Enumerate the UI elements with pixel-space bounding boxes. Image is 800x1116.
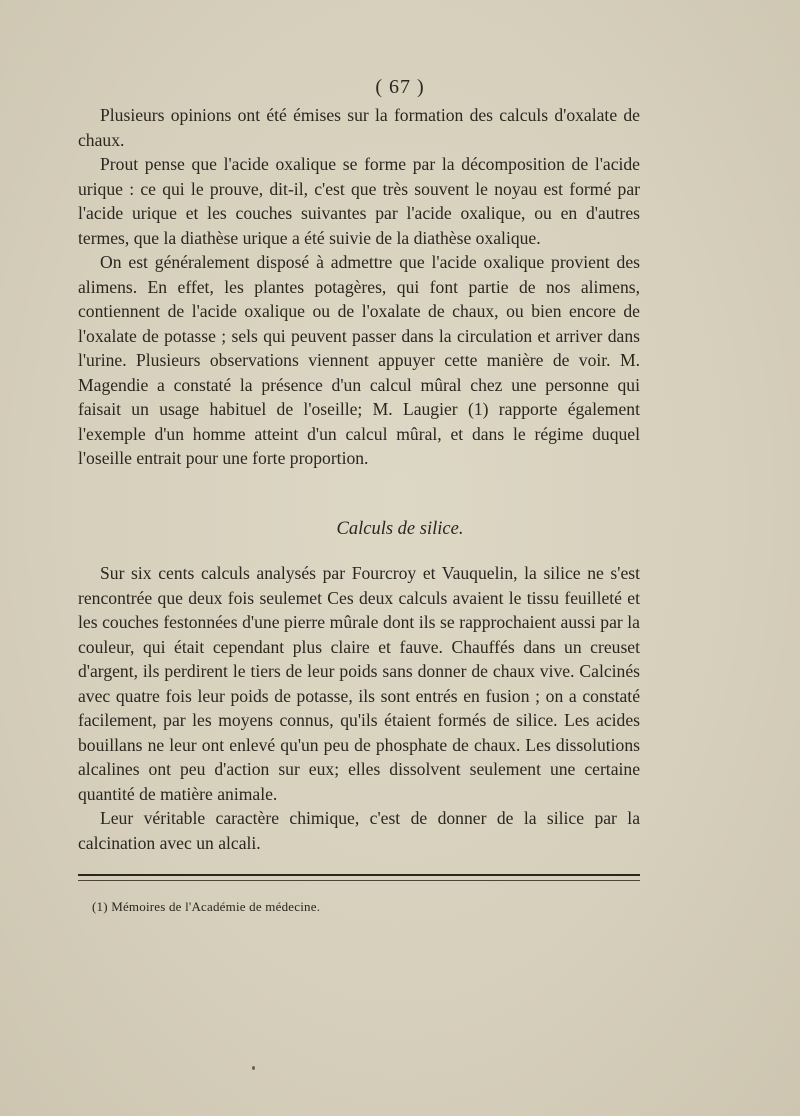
footnote-divider-thin xyxy=(78,880,640,881)
footnote-divider xyxy=(78,874,640,876)
paper-speck xyxy=(252,1066,255,1070)
paragraph: On est généralement disposé à admettre que l'acide oxalique provient des alimens. En effet, les plantes potagères, qui font partie de nos alimens, contiennent de l'acide oxalique ou de l'oxalate de chaux, ou bien encore de l'oxalate de potasse ; sels qui peuvent passer dans la circulation et arriver dans l'urine. Plusieurs observations viennent appuyer cette manière de voir. M. Magendie a constaté la présence d'un calcul mûral chez une personne qui faisait un usage habituel de l'oseille; M. Laugier (1) rapporte également l'exemple d'un homme atteint d'un calcul mûral, et dans le régime duquel l'oseille entrait pour une forte proportion. xyxy=(78,252,640,468)
footnote: (1) Mémoires de l'Académie de médecine. xyxy=(92,899,321,914)
paragraph: Leur véritable caractère chimique, c'est de donner de la silice par la calcination avec un alcali. xyxy=(78,808,640,853)
paragraph: Plusieurs opinions ont été émises sur la formation des calculs d'oxalate de chaux. xyxy=(78,105,640,150)
section-oxalate-text xyxy=(78,103,640,471)
paragraph: Sur six cents calculs analysés par Fourcroy et Vauquelin, la silice ne s'est rencontrée que deux fois seulemet Ces deux calculs avaient le tissu feuilleté et les couches festonnées d'une pierre mûrale dont ils se rapprochaient aussi par la couleur, qui était cependant plus claire et fauve. Chauffés dans un creuset d'argent, ils perdirent le tiers de leur poids sans donner de chaux vive. Calcinés avec quatre fois leur poids de potasse, ils sont entrés en fusion ; on a constaté facilement, par les moyens connus, qu'ils étaient formés de silice. Les acides bouillans ne leur ont enlevé qu'un peu de phosphate de chaux. Les dissolutions alcalines ont peu d'action sur eux; elles dissolvent seulement une certaine quantité de matière animale. xyxy=(78,563,640,804)
page-number: ( 67 ) xyxy=(375,76,425,98)
section-heading: Calculs de silice. xyxy=(336,519,464,539)
section-silice-text xyxy=(78,561,640,855)
paragraph: Prout pense que l'acide oxalique se forme par la décomposition de l'acide urique : ce qui le prouve, dit-il, c'est que très souvent le noyau est formé par l'acide urique et les couches suivantes par l'acide oxalique, ou en d'autres termes, que la diathèse urique a été suivie de la diathèse oxalique. xyxy=(78,154,640,248)
